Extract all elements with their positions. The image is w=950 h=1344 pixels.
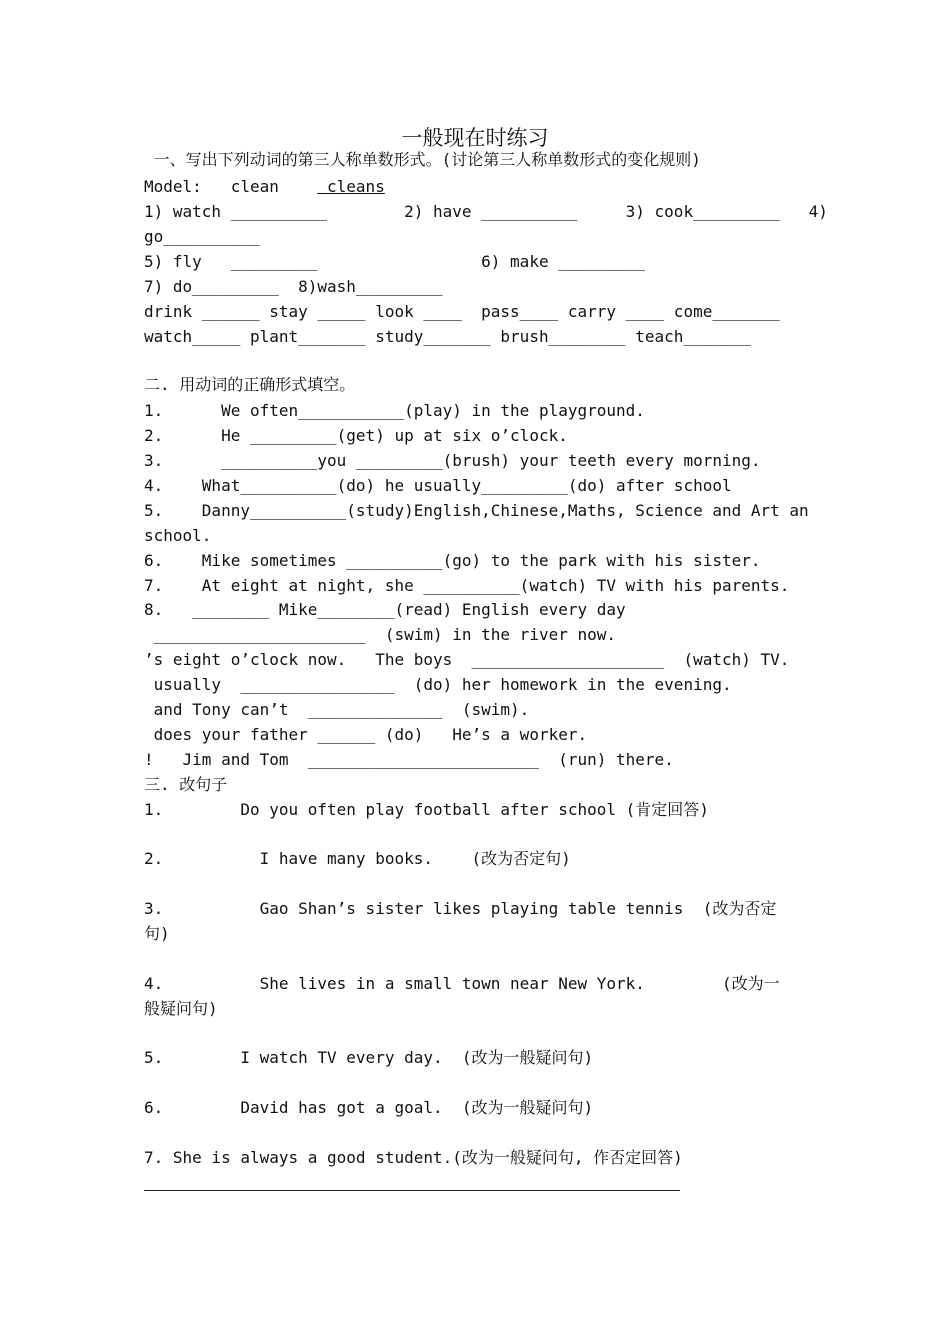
s2-line-6: school. [144, 526, 212, 545]
s1-line-2: go__________ [144, 227, 260, 246]
s3-line-8: 6. David has got a goal. (改为一般疑问句) [144, 1098, 594, 1117]
section3-heading: 三. 改句子 [144, 775, 228, 794]
s2-line-10: ______________________ (swim) in the river now. [144, 625, 617, 644]
model-answer: cleans [317, 177, 385, 196]
s3-line-9: 7. She is always a good student.(改为一般疑问句, 作否定回答) [144, 1148, 683, 1167]
s2-line-9: 8. ________ Mike________(read) English every day [144, 600, 626, 619]
section2-heading: 二. 用动词的正确形式填空。 [144, 375, 356, 394]
s3-line-4: 句) [144, 924, 170, 943]
model-prefix: Model: clean [144, 177, 318, 196]
s2-line-13: and Tony can’t ______________ (swim). [144, 700, 530, 719]
s2-line-7: 6. Mike sometimes __________(go) to the park with his sister. [144, 551, 761, 570]
s3-line-5: 4. She lives in a small town near New York. (改为一 [144, 974, 780, 993]
s2-line-5: 5. Danny__________(study)English,Chinese,Maths, Science and Art an [144, 501, 809, 520]
s2-line-11: ’s eight o’clock now. The boys ____________________ (watch) TV. [144, 650, 790, 669]
s2-line-14: does your father ______ (do) He’s a worker. [144, 725, 588, 744]
s2-line-2: 2. He _________(get) up at six o’clock. [144, 426, 568, 445]
s2-line-8: 7. At eight at night, she __________(watch) TV with his parents. [144, 576, 790, 595]
answer-line [144, 1190, 680, 1191]
s3-line-7: 5. I watch TV every day. (改为一般疑问句) [144, 1048, 594, 1067]
s1-line-1: 1) watch __________ 2) have __________ 3) cook_________ 4) [144, 202, 828, 221]
page-title: 一般现在时练习 [401, 126, 549, 150]
s1-line-4: 7) do_________ 8)wash_________ [144, 277, 443, 296]
s2-line-4: 4. What__________(do) he usually_________(do) after school [144, 476, 732, 495]
s1-line-6: watch_____ plant_______ study_______ brush________ teach_______ [144, 327, 751, 346]
s3-line-3: 3. Gao Shan’s sister likes playing table tennis (改为否定 [144, 899, 777, 918]
s3-line-1: 1. Do you often play football after school (肯定回答) [144, 800, 709, 819]
s1-line-5: drink ______ stay _____ look ____ pass____ carry ____ come_______ [144, 302, 780, 321]
s2-line-15: ! Jim and Tom ________________________ (run) there. [144, 750, 674, 769]
s1-line-3: 5) fly _________ 6) make _________ [144, 252, 645, 271]
s2-line-1: 1. We often___________(play) in the playground. [144, 401, 645, 420]
s2-line-12: usually ________________ (do) her homework in the evening. [144, 675, 732, 694]
s3-line-6: 般疑问句) [144, 999, 218, 1018]
model-line [144, 175, 385, 199]
s2-line-3: 3. __________you _________(brush) your teeth every morning. [144, 451, 761, 470]
s3-line-2: 2. I have many books. (改为否定句) [144, 849, 571, 868]
section1-heading: 一、写出下列动词的第三人称单数形式。(讨论第三人称单数形式的变化规则) [144, 150, 701, 169]
